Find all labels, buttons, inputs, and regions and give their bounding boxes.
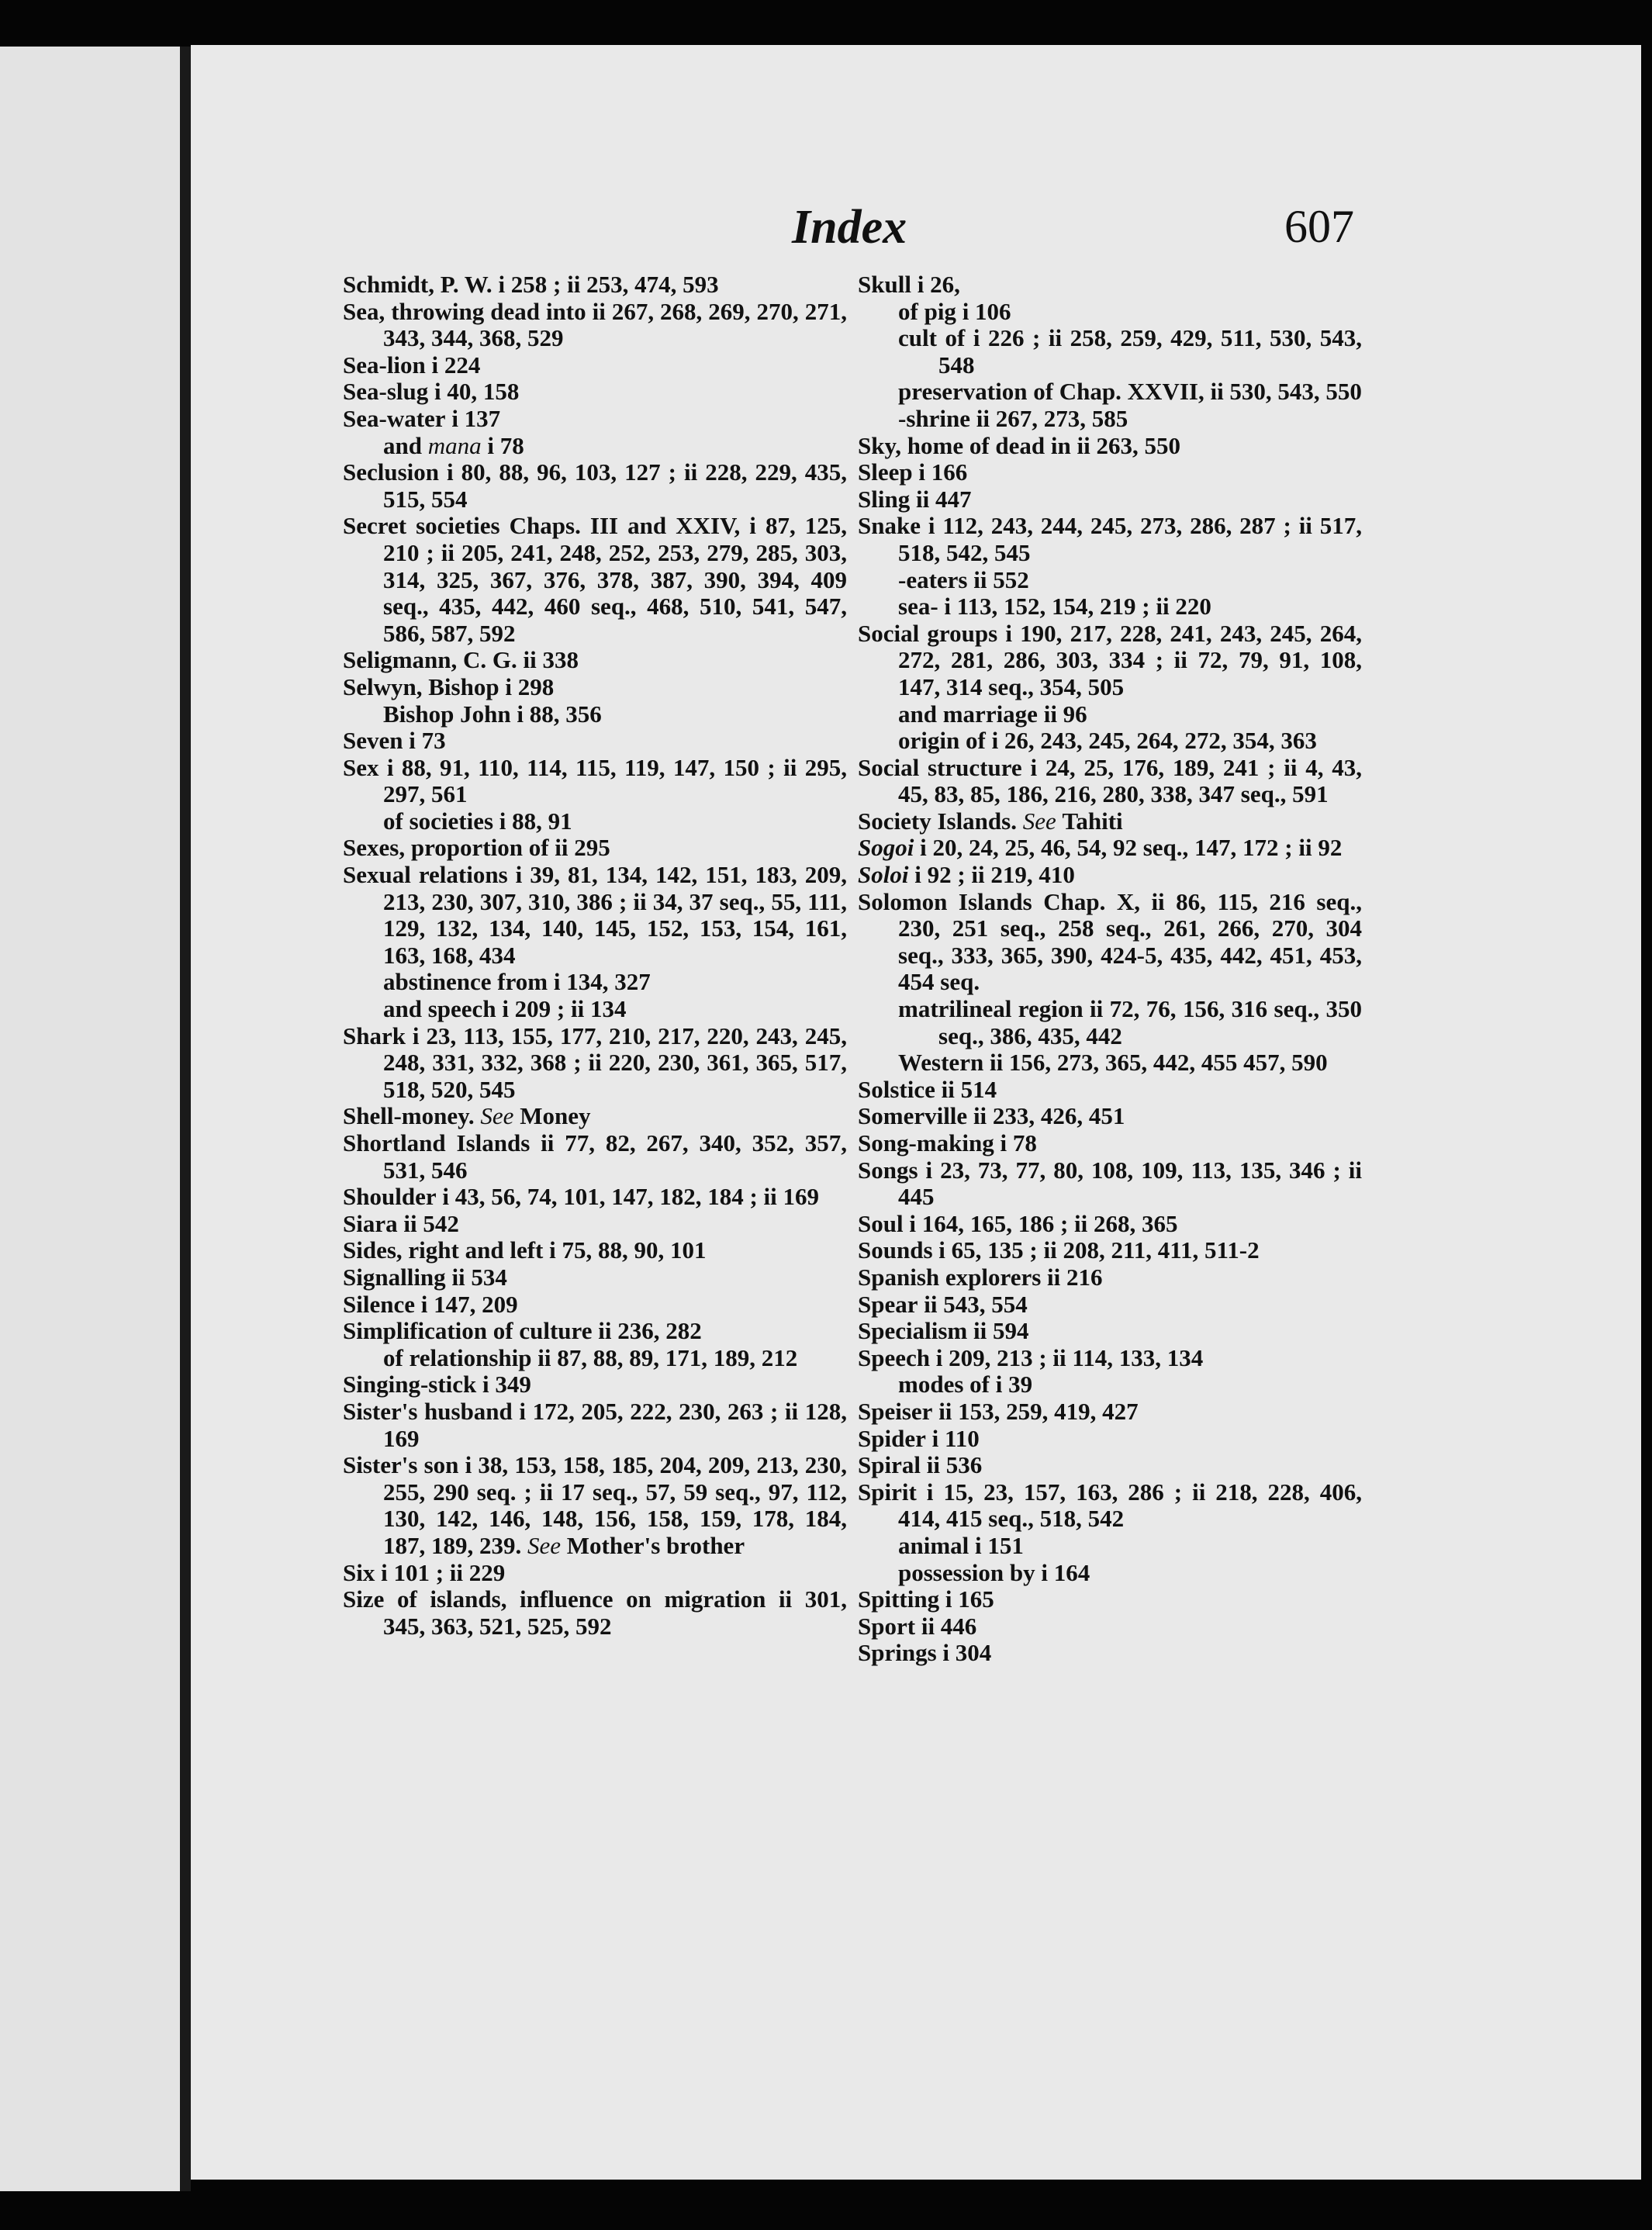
index-entry [858, 1371, 1362, 1399]
index-term: -shrine [898, 404, 970, 432]
index-term: Sea, throwing dead into [343, 297, 586, 325]
index-term: Sea-slug [343, 378, 429, 406]
index-entry [858, 621, 1362, 701]
index-refs: Chap. XXVII, ii 530, 543, 550 [1059, 378, 1362, 406]
index-refs: ii 216 [1047, 1263, 1103, 1291]
index-entry [343, 1023, 847, 1104]
index-term: Sister's son [343, 1451, 459, 1479]
index-term: Sky, home of dead in [858, 431, 1071, 459]
index-refs: ii 96 [1043, 700, 1087, 728]
index-refs: ii 542 [403, 1209, 459, 1237]
index-refs: i 80, 88, 96, 103, 127 ; ii 228, 229, 435, 515, 554 [383, 458, 848, 513]
index-term: Sleep [858, 458, 913, 486]
index-refs: ii 153, 259, 419, 427 [938, 1397, 1139, 1425]
index-term: and [383, 431, 422, 459]
index-refs: i 26, [917, 271, 960, 298]
index-term: Shoulder [343, 1183, 437, 1211]
index-refs: i 151 [975, 1531, 1024, 1559]
index-refs: i 88, 356 [517, 700, 602, 728]
index-refs: i 23, 73, 77, 80, 108, 109, 113, 135, 346 ; ii 445 [898, 1156, 1363, 1211]
index-page [191, 45, 1641, 2180]
index-entry [858, 593, 1362, 621]
index-refs: ii 156, 273, 365, 442, 455 457, 590 [989, 1049, 1328, 1077]
index-refs: ii 536 [926, 1451, 983, 1479]
index-refs: ii 338 [523, 646, 579, 674]
index-italic: mana [427, 431, 482, 459]
index-refs: i 209, 213 ; ii 114, 133, 134 [935, 1343, 1204, 1371]
index-term: possession by [898, 1558, 1035, 1586]
index-refs: i 26, 243, 245, 264, 272, 354, 363 [991, 727, 1317, 755]
index-entry [858, 1640, 1362, 1667]
index-refs: i 112, 243, 244, 245, 273, 286, 287 ; ii 517, 518, 542, 545 [898, 512, 1363, 566]
index-entry [858, 271, 1362, 299]
index-term: of relationship [383, 1343, 532, 1371]
index-entry [343, 1371, 847, 1399]
index-entry [343, 1237, 847, 1264]
index-term: Signalling [343, 1263, 446, 1291]
index-term: Sling [858, 485, 911, 513]
index-refs: i 349 [482, 1371, 531, 1399]
index-entry [858, 433, 1362, 460]
index-term: and speech [383, 995, 496, 1023]
index-term: Speiser [858, 1397, 933, 1425]
index-entry [858, 379, 1362, 406]
index-refs: ii 594 [973, 1317, 1029, 1345]
index-term: matrilineal region [898, 995, 1083, 1023]
index-entry [858, 1533, 1362, 1560]
index-entry [858, 862, 1362, 889]
index-term: sea- [898, 593, 938, 621]
index-term: Seven [343, 727, 403, 755]
index-refs: ii 87, 88, 89, 171, 189, 212 [537, 1343, 798, 1371]
index-term: Somerville [858, 1102, 968, 1130]
index-term: Bishop John [383, 700, 511, 728]
index-refs: i 304 [942, 1639, 992, 1667]
index-term: Sexes, proportion of [343, 834, 549, 862]
index-refs: Money [520, 1102, 591, 1130]
index-refs: ii 233, 426, 451 [973, 1102, 1125, 1130]
facing-page-edge [0, 47, 191, 2191]
index-term: Shortland Islands [343, 1129, 531, 1156]
index-refs: i 24, 25, 176, 189, 241 ; ii 4, 43, 45, 83, 85, 186, 216, 280, 338, 347 seq., 591 [898, 753, 1362, 808]
index-term: of societies [383, 807, 494, 835]
index-italic: Soloi [858, 861, 909, 889]
index-entry [858, 567, 1362, 594]
index-refs: ii 534 [451, 1263, 507, 1291]
index-entry [858, 1077, 1362, 1104]
index-entry [858, 1049, 1362, 1077]
index-refs: i 43, 56, 74, 101, 147, 182, 184 ; ii 169 [442, 1183, 820, 1211]
index-column-right [858, 271, 1362, 1667]
index-term: preservation of [898, 378, 1054, 406]
index-term: modes of [898, 1371, 990, 1399]
index-entry [858, 1452, 1362, 1479]
index-entry [343, 299, 847, 352]
index-entry [858, 1426, 1362, 1453]
index-term: Song-making [858, 1129, 994, 1156]
index-term: Sister's husband [343, 1397, 513, 1425]
index-refs: i 88, 91, 110, 114, 115, 119, 147, 150 ; ii 295, 297, 561 [383, 753, 847, 808]
index-entry [343, 1452, 847, 1559]
index-term: Social structure [858, 753, 1022, 781]
index-refs: ii 514 [941, 1075, 997, 1103]
index-refs: i 164, 165, 186 ; ii 268, 365 [909, 1209, 1178, 1237]
index-entry [858, 1613, 1362, 1641]
index-refs: i 110 [931, 1424, 980, 1452]
index-refs: ii 72, 76, 156, 316 seq., 350 seq., 386, 435, 442 [938, 995, 1363, 1049]
index-entry [343, 1184, 847, 1211]
index-entry [343, 647, 847, 674]
index-refs: i 226 ; ii 258, 259, 429, 511, 530, 543, 548 [938, 324, 1363, 379]
index-term: Sea-water [343, 404, 446, 432]
index-term: Specialism [858, 1317, 968, 1345]
index-refs: ii 236, 282 [598, 1317, 702, 1345]
index-term: Spanish explorers [858, 1263, 1042, 1291]
index-term: Snake [858, 512, 921, 540]
index-term: Shark [343, 1022, 406, 1049]
index-entry [858, 1157, 1362, 1211]
index-refs: i 101 ; ii 229 [381, 1558, 506, 1586]
index-refs: i 78 [487, 431, 524, 459]
index-entry [343, 728, 847, 755]
index-refs: i 106 [962, 297, 1011, 325]
index-italic: See [527, 1531, 562, 1559]
index-refs: ii 446 [921, 1612, 977, 1640]
index-term: Size of islands, influence on migration [343, 1585, 766, 1613]
index-refs: i 65, 135 ; ii 208, 211, 411, 511-2 [938, 1236, 1260, 1264]
index-term: Solomon Islands [858, 887, 1032, 915]
index-entry [858, 1103, 1362, 1130]
index-refs: i 78 [1000, 1129, 1037, 1156]
index-entry [858, 1345, 1362, 1372]
index-refs: i 75, 88, 90, 101 [549, 1236, 707, 1264]
index-entry [343, 1264, 847, 1291]
index-entry [858, 728, 1362, 755]
index-entry [343, 379, 847, 406]
index-entry [858, 755, 1362, 808]
index-term: animal [898, 1531, 969, 1559]
index-term: Silence [343, 1290, 415, 1318]
index-entry [858, 1237, 1362, 1264]
index-term: Seligmann, C. G. [343, 646, 517, 674]
index-term: Soul [858, 1209, 904, 1237]
index-entry [343, 1211, 847, 1238]
index-entry [858, 1291, 1362, 1319]
index-entry [343, 459, 847, 513]
index-refs: i 209 ; ii 134 [502, 995, 627, 1023]
index-see-also: Mother's brother [566, 1531, 745, 1559]
index-entry [858, 513, 1362, 566]
index-entry [343, 1318, 847, 1345]
index-entry [343, 808, 847, 835]
index-refs: Tahiti [1062, 807, 1123, 835]
index-term: Sea-lion [343, 351, 426, 379]
index-refs: i 38, 153, 158, 185, 204, 209, 213, 230, 255, 290 seq. ; ii 17 seq., 57, 59 seq., 97, 112, 130, 142, 146, 148, 156, 158, 159, 178, 184, 187, 189, 239. [383, 1451, 847, 1559]
index-refs: i 40, 158 [434, 378, 520, 406]
index-refs: i 39 [995, 1371, 1033, 1399]
index-entry [858, 299, 1362, 326]
index-refs: i 164 [1041, 1558, 1090, 1586]
index-entry [858, 1479, 1362, 1533]
index-term: -eaters [898, 565, 968, 593]
index-refs: i 113, 152, 154, 219 ; ii 220 [944, 593, 1211, 621]
index-entry [343, 1291, 847, 1319]
index-entry [858, 1211, 1362, 1238]
index-term: Spiral [858, 1451, 921, 1479]
index-refs: i 224 [431, 351, 481, 379]
index-entry [343, 755, 847, 808]
index-term: Selwyn, Bishop [343, 672, 499, 700]
index-refs: i 23, 113, 155, 177, 210, 217, 220, 243, 245, 248, 331, 332, 368 ; ii 220, 230, 361, 365, 517, 518, 520, 545 [383, 1022, 847, 1103]
index-entry [343, 1103, 847, 1130]
index-entry [343, 1345, 847, 1372]
index-column-left [343, 271, 847, 1640]
index-entry [858, 459, 1362, 486]
index-entry [343, 674, 847, 701]
index-term: and marriage [898, 700, 1038, 728]
index-refs: i 88, 91 [499, 807, 572, 835]
index-refs: i 298 [505, 672, 555, 700]
index-term: Spirit [858, 1478, 917, 1506]
index-term: of pig [898, 297, 956, 325]
index-refs: ii 301, 345, 363, 521, 525, 592 [383, 1585, 847, 1640]
index-entry [858, 486, 1362, 513]
index-entry [343, 271, 847, 299]
index-refs: i 172, 205, 222, 230, 263 ; ii 128, 169 [383, 1397, 847, 1452]
index-entry [343, 1560, 847, 1587]
index-italic: See [1022, 807, 1056, 835]
index-term: Sex [343, 753, 379, 781]
index-entry [858, 889, 1362, 996]
index-refs: i 92 ; ii 219, 410 [914, 861, 1075, 889]
index-term: Sport [858, 1612, 916, 1640]
index-entry [858, 1130, 1362, 1157]
index-term: Songs [858, 1156, 918, 1184]
index-entry [343, 513, 847, 647]
index-entry [858, 1586, 1362, 1613]
index-term: abstinence from [383, 968, 548, 996]
index-term: Solstice [858, 1075, 935, 1103]
index-term: Sides, right and left [343, 1236, 544, 1264]
index-term: Skull [858, 271, 911, 298]
index-refs: ii 267, 273, 585 [976, 404, 1128, 432]
index-entry [343, 996, 847, 1023]
index-term: Springs [858, 1639, 937, 1667]
index-refs: i 134, 327 [553, 968, 651, 996]
index-term: Singing-stick [343, 1371, 477, 1399]
index-refs: Chap. X, ii 86, 115, 216 seq., 230, 251 seq., 258 seq., 261, 266, 270, 304 seq., 333, 365, 390, 424-5, 435, 442, 451, 453, 454 seq. [898, 887, 1362, 996]
running-title: Index [792, 201, 907, 254]
index-refs: i 15, 23, 157, 163, 286 ; ii 218, 228, 406, 414, 415 seq., 518, 542 [898, 1478, 1362, 1533]
index-entry [343, 1586, 847, 1640]
index-refs: ii 543, 554 [924, 1290, 1028, 1318]
index-entry [343, 1130, 847, 1184]
index-refs: ii 77, 82, 267, 340, 352, 357, 531, 546 [383, 1129, 847, 1184]
index-refs: Chaps. III and XXIV, i 87, 125, 210 ; ii 205, 241, 248, 252, 253, 279, 285, 303, 314, 325, 367, 376, 378, 387, 390, 394, 409 seq., 435, 442, 460 seq., 468, 510, 541, 547, 586, 587, 592 [383, 512, 848, 647]
index-term: Sounds [858, 1236, 933, 1264]
index-entry [343, 862, 847, 969]
index-term: Sexual relations [343, 861, 508, 889]
index-term: Secret societies [343, 512, 500, 540]
index-refs: i 165 [945, 1585, 994, 1613]
index-entry [858, 1318, 1362, 1345]
index-entry [343, 1399, 847, 1452]
index-entry [858, 701, 1362, 728]
index-entry [858, 1560, 1362, 1587]
index-italic: Sogoi [858, 834, 914, 862]
index-refs: ii 295 [555, 834, 610, 862]
index-refs: ii 552 [973, 565, 1029, 593]
index-refs: i 147, 209 [420, 1290, 518, 1318]
index-entry [858, 406, 1362, 433]
index-entry [858, 835, 1362, 862]
index-refs: ii 447 [915, 485, 972, 513]
index-refs: ii 263, 550 [1077, 431, 1180, 459]
index-term: Simplification of culture [343, 1317, 593, 1345]
index-term: Western [898, 1049, 984, 1077]
index-term: Seclusion [343, 458, 440, 486]
index-term: origin of [898, 727, 986, 755]
index-refs: i 73 [409, 727, 446, 755]
index-term: Spear [858, 1290, 918, 1318]
index-term: Spider [858, 1424, 926, 1452]
index-refs: i 137 [451, 404, 501, 432]
index-entry [343, 701, 847, 728]
index-refs: i 20, 24, 25, 46, 54, 92 seq., 147, 172 ; ii 92 [920, 834, 1343, 862]
index-term: Spitting [858, 1585, 940, 1613]
index-term: Schmidt, P. W. [343, 271, 492, 298]
index-italic: See [480, 1102, 514, 1130]
index-term: Siara [343, 1209, 398, 1237]
index-term: Six [343, 1558, 375, 1586]
index-entry [343, 433, 847, 460]
index-entry [858, 996, 1362, 1049]
index-entry [343, 969, 847, 996]
index-entry [858, 1264, 1362, 1291]
index-term: cult of [898, 324, 966, 352]
index-term: Social groups [858, 619, 998, 647]
page-number: 607 [1284, 201, 1354, 252]
index-term: Speech [858, 1343, 930, 1371]
index-entry [858, 808, 1362, 835]
index-entry [858, 1399, 1362, 1426]
index-entry [343, 835, 847, 862]
index-entry [858, 325, 1362, 379]
index-refs: i 258 ; ii 253, 474, 593 [498, 271, 719, 298]
index-term: Society Islands. [858, 807, 1017, 835]
index-refs: i 166 [918, 458, 968, 486]
index-entry [343, 352, 847, 379]
index-entry [343, 406, 847, 433]
index-refs: i 190, 217, 228, 241, 243, 245, 264, 272, 281, 286, 303, 334 ; ii 72, 79, 91, 108, 147, 314 seq., 354, 505 [898, 619, 1362, 700]
index-refs: i 39, 81, 134, 142, 151, 183, 209, 213, 230, 307, 310, 386 ; ii 34, 37 seq., 55, 111, 129, 132, 134, 140, 145, 152, 153, 154, 161, 163, 168, 434 [383, 861, 847, 969]
index-refs: ii 267, 268, 269, 270, 271, 343, 344, 368, 529 [383, 297, 847, 352]
index-term: Shell-money. [343, 1102, 475, 1130]
